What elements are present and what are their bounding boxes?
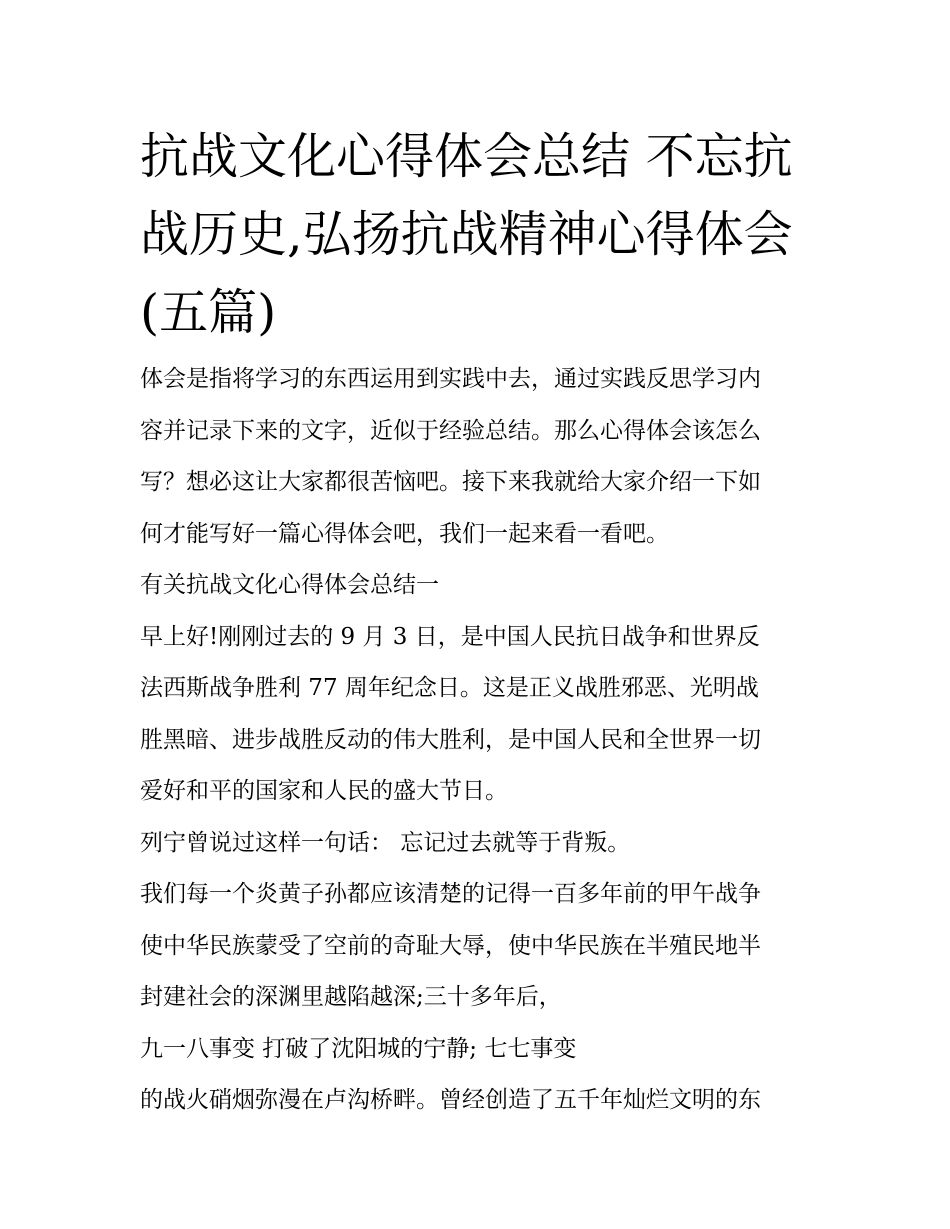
body-line: 列宁曾说过这样一句话： 忘记过去就等于背叛。	[140, 829, 631, 856]
body-line: 法西斯战争胜利 77 周年纪念日。这是正义战胜邪恶、光明战	[140, 675, 759, 701]
document-body	[140, 354, 830, 1127]
body-line: 写？想必这让大家都很苦恼吧。接下来我就给大家介绍一下如	[140, 469, 761, 495]
section-heading: 有关抗战文化心得体会总结一	[140, 572, 439, 598]
body-line: 使中华民族蒙受了空前的奇耻大辱，使中华民族在半殖民地半	[140, 932, 761, 959]
body-line: 何才能写好一篇心得体会吧，我们一起来看一看吧。	[140, 520, 669, 547]
body-line: 体会是指将学习的东西运用到实践中去，通过实践反思学习内	[140, 366, 761, 392]
body-line: 我们每一个炎黄子孙都应该清楚的记得一百多年前的甲午战争	[140, 881, 761, 907]
body-line: 的战火硝烟弥漫在卢沟桥畔。曾经创造了五千年灿烂文明的东	[140, 1087, 761, 1113]
body-line: 容并记录下来的文字，近似于经验总结。那么心得体会该怎么	[140, 417, 761, 444]
title-line: (五篇)	[140, 284, 277, 341]
title-line: 抗战文化心得体会总结 不忘抗	[140, 128, 793, 185]
document-title	[140, 118, 820, 352]
body-line: 早上好!刚刚过去的 9 月 3 日，是中国人民抗日战争和世界反	[140, 623, 760, 650]
body-line: 九一八事变 打破了沈阳城的宁静; 七七事变	[140, 1035, 577, 1062]
title-line: 战历史,弘扬抗战精神心得体会	[140, 206, 793, 263]
body-line: 封建社会的深渊里越陷越深;三十多年后，	[140, 984, 562, 1010]
body-line: 爱好和平的国家和人民的盛大节日。	[140, 778, 508, 804]
body-line: 胜黑暗、进步战胜反动的伟大胜利，是中国人民和全世界一切	[140, 726, 761, 753]
